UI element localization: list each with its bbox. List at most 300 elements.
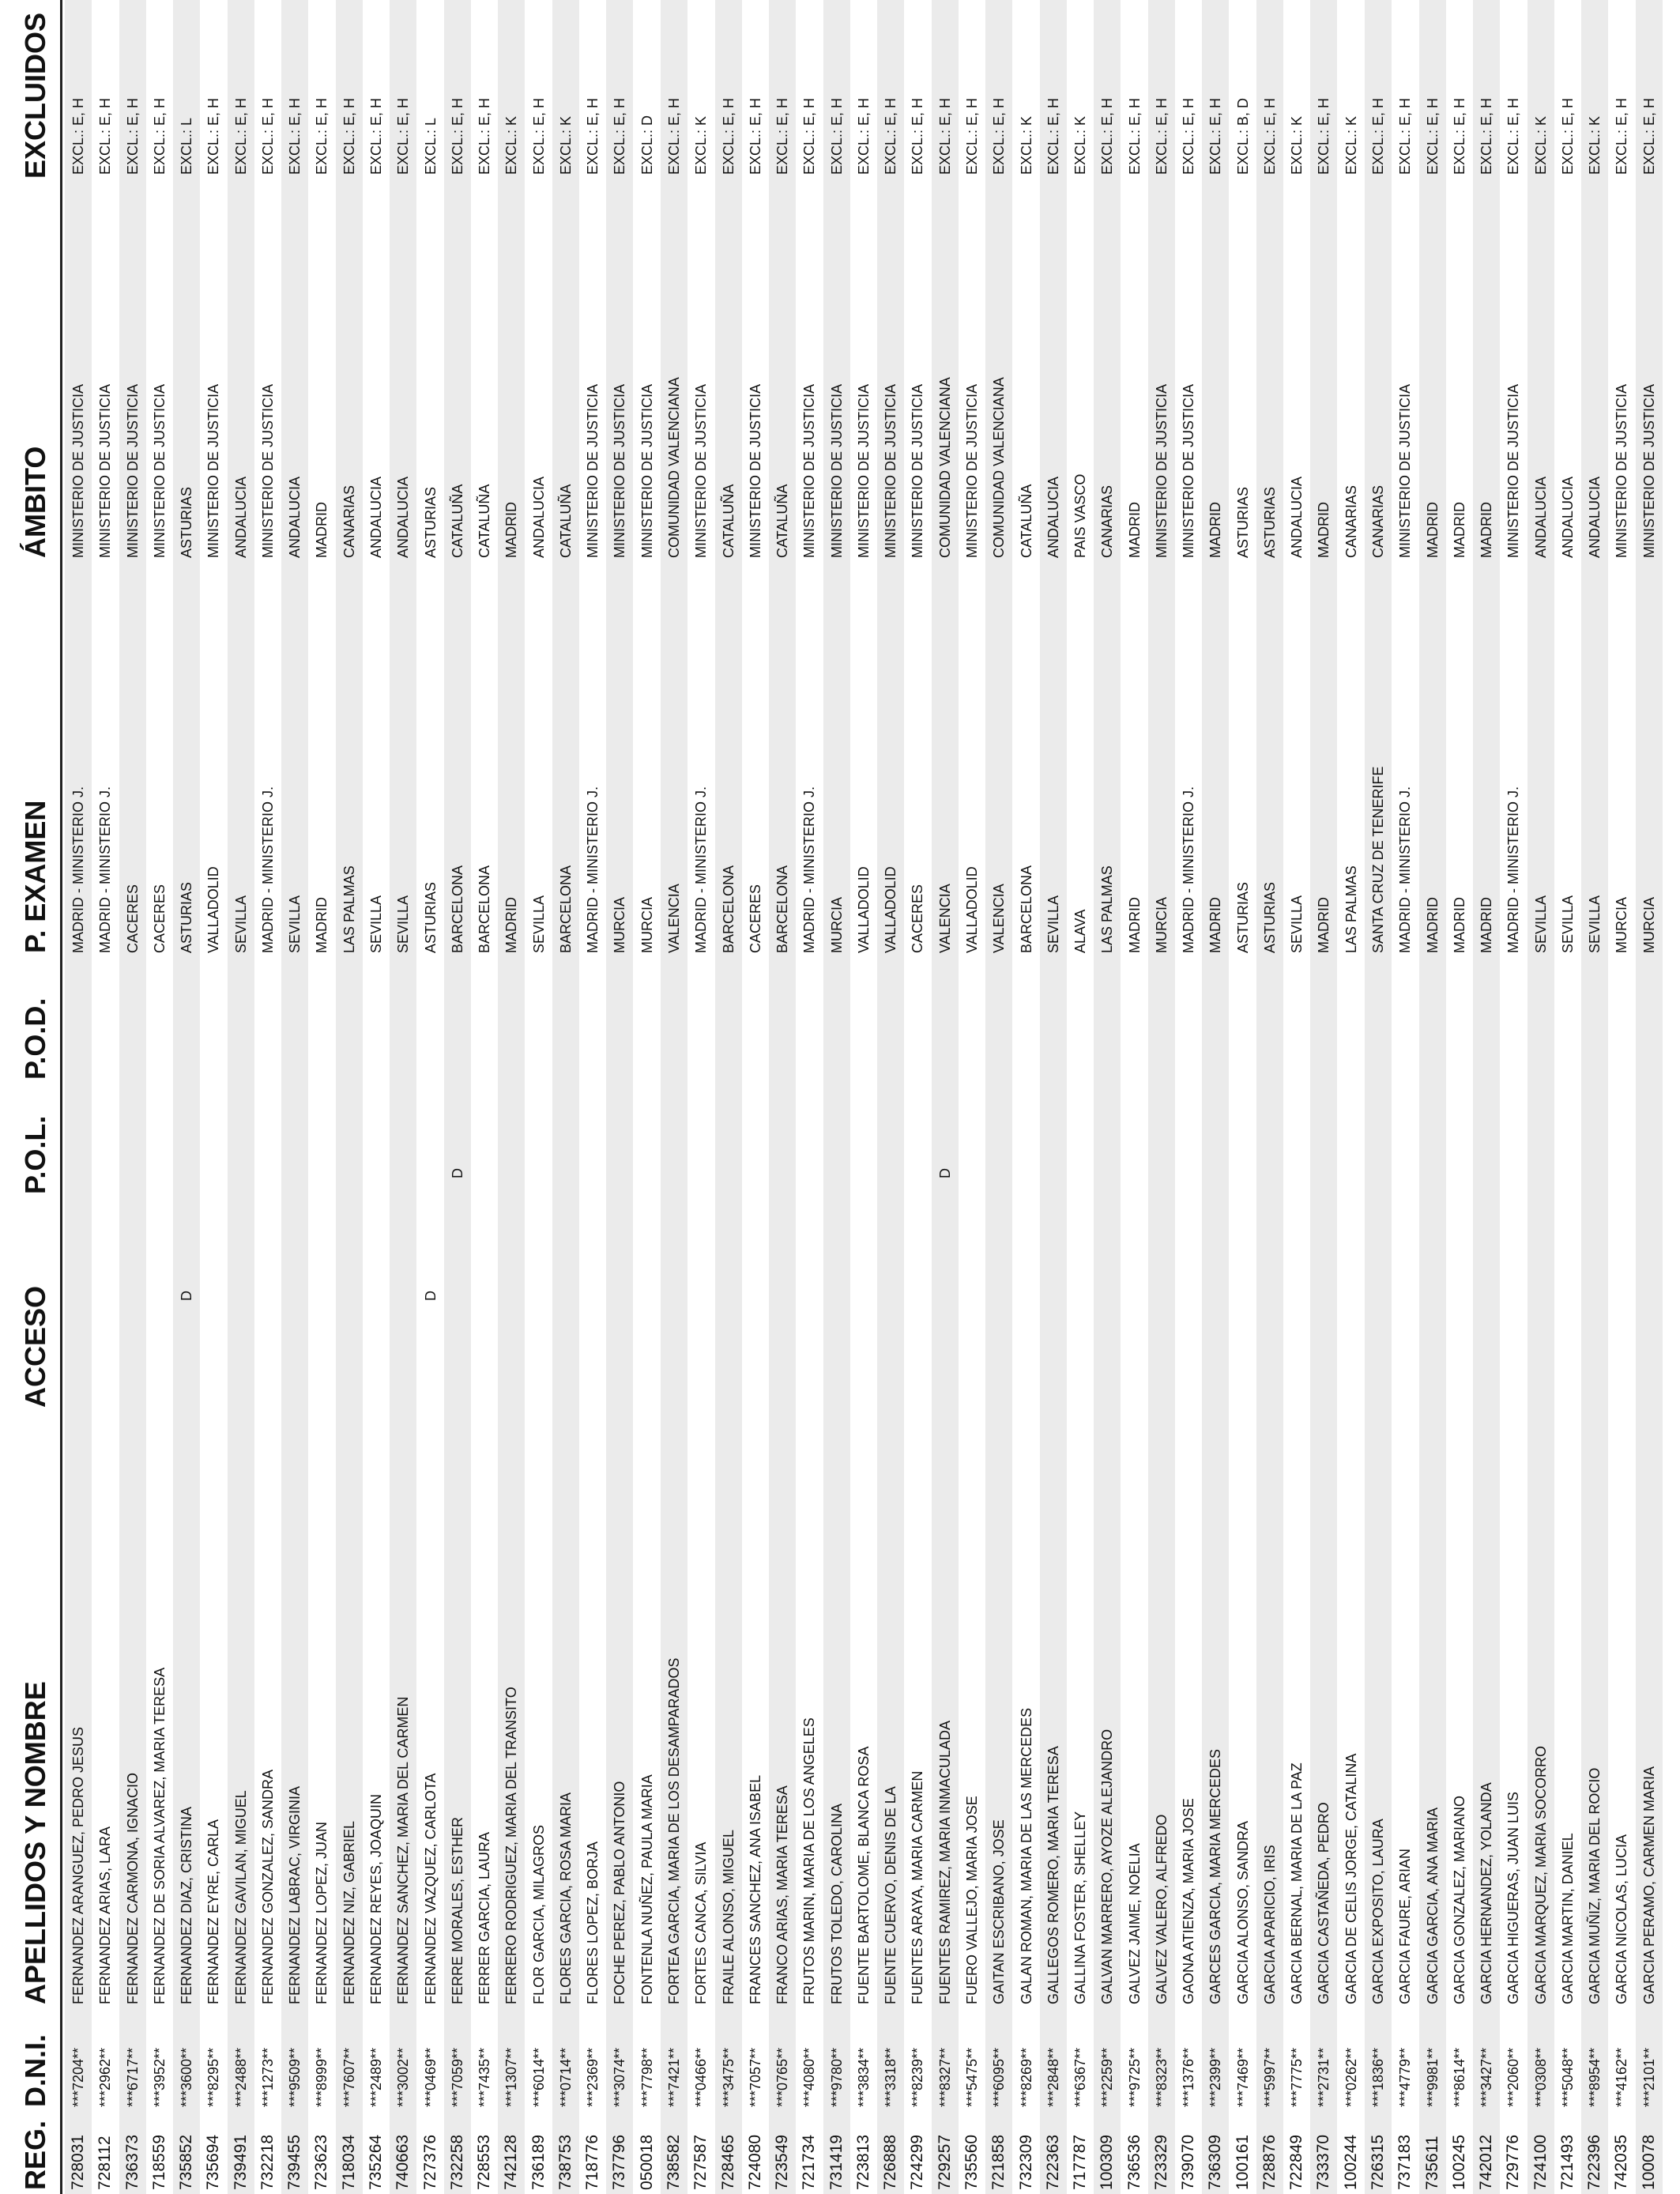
cell-reg: 726888 — [881, 2134, 900, 2190]
cell-ambito: CATALUÑA — [557, 484, 574, 558]
cell-excluidos: EXCL.: E, H — [1559, 97, 1576, 175]
cell-ambito: ANDALUCIA — [368, 476, 384, 558]
cell-pol: D — [449, 1168, 465, 1178]
table-row — [146, 0, 173, 2194]
cell-ambito: CANARIAS — [1099, 484, 1116, 558]
cell-excluidos: EXCL.: E, H — [1261, 97, 1278, 175]
header-pod: P.O.D. — [19, 997, 51, 1080]
cell-examen: BARCELONA — [774, 865, 790, 953]
cell-reg: 727587 — [691, 2134, 710, 2190]
cell-excluidos: EXCL.: E, H — [395, 97, 412, 175]
cell-name: GARCIA MARTIN, DANIEL — [1559, 1833, 1576, 2004]
cell-name: FERNANDEZ CARMONA, IGNACIO — [124, 1772, 141, 2004]
cell-examen: ASTURIAS — [1234, 881, 1251, 953]
cell-excluidos: EXCL.: L — [179, 117, 195, 175]
cell-name: FERNANDEZ NIZ, GABRIEL — [341, 1820, 357, 2004]
cell-excluidos: EXCL.: E, H — [1451, 97, 1467, 175]
cell-name: FERNANDEZ EYRE, CARLA — [205, 1819, 222, 2004]
cell-ambito: CANARIAS — [341, 484, 357, 558]
cell-reg: 721858 — [989, 2134, 1008, 2190]
cell-excluidos: EXCL.: K — [1018, 115, 1034, 175]
cell-excluidos: EXCL.: E, H — [1505, 97, 1522, 175]
cell-reg: 717787 — [1071, 2134, 1089, 2190]
cell-dni: ***7469** — [1234, 2047, 1251, 2107]
cell-dni: ***8269** — [1018, 2047, 1034, 2107]
cell-name: GARCIA NICOLAS, LUCIA — [1614, 1834, 1630, 2004]
cell-reg: 722396 — [1585, 2134, 1604, 2190]
cell-examen: MURCIA — [638, 897, 655, 953]
cell-excluidos: EXCL.: E, H — [314, 97, 330, 175]
cell-name: FLORES GARCIA, ROSA MARIA — [557, 1792, 574, 2004]
cell-dni: ***6014** — [530, 2047, 547, 2107]
cell-ambito: MINISTERIO DE JUSTICIA — [693, 383, 710, 558]
header-pol: P.O.L. — [19, 1115, 51, 1194]
cell-excluidos: EXCL.: K — [557, 115, 574, 175]
table-row — [606, 0, 633, 2194]
cell-examen: LAS PALMAS — [1099, 865, 1116, 953]
cell-examen: MADRID - MINISTERIO J. — [1181, 786, 1197, 953]
cell-dni: ***6717** — [124, 2047, 141, 2107]
cell-examen: MADRID - MINISTERIO J. — [259, 786, 276, 953]
table-row — [1554, 0, 1581, 2194]
table-row — [742, 0, 769, 2194]
cell-ambito: MADRID — [1451, 502, 1467, 558]
cell-name: GALVAN MARRERO, AYOZE ALEJANDRO — [1099, 1728, 1116, 2004]
cell-reg: 738753 — [556, 2134, 574, 2190]
cell-dni: ***3318** — [883, 2047, 899, 2107]
cell-excluidos: EXCL.: E, H — [1181, 97, 1197, 175]
cell-reg: 724299 — [908, 2134, 927, 2190]
table-row — [1446, 0, 1473, 2194]
cell-reg: 742012 — [1477, 2134, 1495, 2190]
table-row — [1040, 0, 1067, 2194]
cell-name: GALVEZ VALERO, ALFREDO — [1153, 1814, 1170, 2004]
cell-reg: 718776 — [583, 2134, 602, 2190]
cell-excluidos: EXCL.: E, H — [612, 97, 628, 175]
cell-name: GARCIA FAURE, ARIAN — [1397, 1848, 1414, 2004]
cell-examen: MADRID — [1478, 897, 1494, 953]
cell-excluidos: EXCL.: B, D — [1234, 97, 1251, 175]
cell-dni: ***8323** — [1153, 2047, 1170, 2107]
header-name: APELLIDOS Y NOMBRE — [19, 1681, 51, 2004]
table-row — [552, 0, 579, 2194]
cell-excluidos: EXCL.: E, H — [1153, 97, 1170, 175]
table-row — [769, 0, 796, 2194]
cell-excluidos: EXCL.: E, H — [124, 97, 141, 175]
cell-reg: 724080 — [745, 2134, 764, 2190]
cell-ambito: ASTURIAS — [422, 486, 439, 558]
cell-ambito: MINISTERIO DE JUSTICIA — [1397, 383, 1414, 558]
cell-name: FERNANDEZ DIAZ, CRISTINA — [179, 1806, 195, 2004]
cell-dni: ***7204** — [70, 2047, 86, 2107]
cell-name: FUENTE BARTOLOME, BLANCA ROSA — [855, 1746, 872, 2004]
cell-reg: 726315 — [1369, 2134, 1387, 2190]
cell-ambito: CANARIAS — [1370, 484, 1386, 558]
cell-excluidos: EXCL.: E, H — [801, 97, 818, 175]
table-row — [1338, 0, 1365, 2194]
cell-name: FERNANDEZ GAVILAN, MIGUEL — [232, 1790, 249, 2004]
cell-ambito: ANDALUCIA — [232, 476, 249, 558]
cell-examen: MURCIA — [1153, 897, 1170, 953]
cell-ambito: MINISTERIO DE JUSTICIA — [883, 383, 899, 558]
cell-excluidos: EXCL.: E, H — [287, 97, 303, 175]
cell-dni: ***2101** — [1640, 2047, 1657, 2107]
table-row — [687, 0, 714, 2194]
cell-reg: 723549 — [773, 2134, 791, 2190]
cell-ambito: MADRID — [1316, 502, 1332, 558]
table-row — [796, 0, 823, 2194]
cell-dni: ***0466** — [693, 2047, 710, 2107]
cell-reg: 724100 — [1531, 2134, 1550, 2190]
table-row — [1230, 0, 1256, 2194]
cell-examen: ALAVA — [1072, 909, 1088, 953]
cell-examen: SEVILLA — [1587, 895, 1603, 953]
table-row — [390, 0, 416, 2194]
cell-excluidos: EXCL.: K — [1072, 115, 1088, 175]
cell-excluidos: EXCL.: E, H — [665, 97, 682, 175]
cell-examen: MADRID - MINISTERIO J. — [70, 786, 86, 953]
cell-dni: ***7059** — [449, 2047, 465, 2107]
cell-excluidos: EXCL.: E, H — [1424, 97, 1441, 175]
cell-excluidos: EXCL.: K — [1532, 115, 1549, 175]
cell-ambito: MINISTERIO DE JUSTICIA — [612, 383, 628, 558]
cell-ambito: MINISTERIO DE JUSTICIA — [585, 383, 601, 558]
cell-name: GARCIA HERNANDEZ, YOLANDA — [1478, 1782, 1494, 2004]
cell-name: FERNANDEZ ARANGUEZ, PEDRO JESUS — [70, 1726, 86, 2004]
cell-dni: ***8614** — [1451, 2047, 1467, 2107]
header-reg: REG. — [19, 2120, 51, 2190]
cell-ambito: MINISTERIO DE JUSTICIA — [1153, 383, 1170, 558]
cell-excluidos: EXCL.: E, H — [477, 97, 493, 175]
cell-excluidos: EXCL.: E, H — [936, 97, 953, 175]
cell-dni: ***3427** — [1478, 2047, 1494, 2107]
table-row — [173, 0, 200, 2194]
cell-examen: CACERES — [124, 884, 141, 953]
cell-examen: BARCELONA — [1018, 865, 1034, 953]
cell-excluidos: EXCL.: E, H — [341, 97, 357, 175]
cell-dni: ***3600** — [179, 2047, 195, 2107]
cell-examen: ASTURIAS — [422, 881, 439, 953]
cell-excluidos: EXCL.: E, H — [1614, 97, 1630, 175]
cell-excluidos: EXCL.: E, H — [828, 97, 845, 175]
cell-dni: ***6367** — [1072, 2047, 1088, 2107]
cell-ambito: MADRID — [1126, 502, 1143, 558]
cell-reg: 728031 — [69, 2134, 87, 2190]
cell-name: FORTES CANCA, SILVIA — [693, 1842, 710, 2004]
cell-examen: SEVILLA — [1559, 895, 1576, 953]
cell-name: FUENTES ARAYA, MARIA CARMEN — [910, 1770, 926, 2004]
cell-reg: 100309 — [1098, 2134, 1117, 2190]
cell-ambito: CATALUÑA — [774, 484, 790, 558]
cell-dni: ***5475** — [963, 2047, 980, 2107]
cell-ambito: ASTURIAS — [1261, 486, 1278, 558]
cell-dni: ***2489** — [368, 2047, 384, 2107]
cell-examen: MURCIA — [612, 897, 628, 953]
cell-reg: 736373 — [122, 2134, 141, 2190]
cell-examen: BARCELONA — [477, 865, 493, 953]
table-row — [1500, 0, 1527, 2194]
cell-dni: ***1376** — [1181, 2047, 1197, 2107]
cell-dni: ***3475** — [720, 2047, 736, 2107]
table-row — [92, 0, 119, 2194]
cell-ambito: CANARIAS — [1343, 484, 1359, 558]
cell-ambito: MINISTERIO DE JUSTICIA — [70, 383, 86, 558]
cell-ambito: MINISTERIO DE JUSTICIA — [151, 383, 168, 558]
cell-name: FUENTES RAMIREZ, MARIA INMACULADA — [936, 1720, 953, 2004]
cell-ambito: CATALUÑA — [1018, 484, 1034, 558]
cell-ambito: MINISTERIO DE JUSTICIA — [97, 383, 114, 558]
cell-examen: MADRID — [1424, 897, 1441, 953]
cell-dni: ***8239** — [910, 2047, 926, 2107]
cell-name: FLORES LOPEZ, BORJA — [585, 1841, 601, 2004]
cell-ambito: ANDALUCIA — [1532, 476, 1549, 558]
table-row — [634, 0, 661, 2194]
table-row — [1608, 0, 1635, 2194]
cell-reg: 723813 — [853, 2134, 872, 2190]
cell-reg: 732309 — [1016, 2134, 1035, 2190]
header-rule — [60, 0, 62, 2194]
cell-dni: ***7421** — [665, 2047, 682, 2107]
table-row — [661, 0, 687, 2194]
cell-dni: ***8954** — [1587, 2047, 1603, 2107]
cell-reg: 728465 — [718, 2134, 737, 2190]
table-row — [1310, 0, 1337, 2194]
cell-excluidos: EXCL.: E, H — [368, 97, 384, 175]
cell-examen: MURCIA — [1640, 897, 1657, 953]
header-examen: P. EXAMEN — [19, 800, 51, 953]
cell-name: FOCHE PEREZ, PABLO ANTONIO — [612, 1781, 628, 2004]
cell-excluidos: EXCL.: E, H — [855, 97, 872, 175]
cell-reg: 736189 — [529, 2134, 548, 2190]
table-row — [1148, 0, 1175, 2194]
cell-ambito: ANDALUCIA — [1587, 476, 1603, 558]
cell-name: GAITAN ESCRIBANO, JOSE — [991, 1819, 1008, 2004]
cell-name: GARCIA DE CELIS JORGE, CATALINA — [1343, 1753, 1359, 2004]
cell-dni: ***1273** — [259, 2047, 276, 2107]
cell-examen: MADRID - MINISTERIO J. — [97, 786, 114, 953]
cell-examen: CACERES — [151, 884, 168, 953]
cell-examen: VALLADOLID — [963, 866, 980, 953]
cell-reg: 740663 — [394, 2134, 412, 2190]
cell-reg: 729776 — [1504, 2134, 1523, 2190]
cell-excluidos: EXCL.: K — [1289, 115, 1305, 175]
cell-examen: CACERES — [747, 884, 763, 953]
cell-dni: ***2060** — [1505, 2047, 1522, 2107]
cell-examen: SEVILLA — [530, 895, 547, 953]
cell-name: GARCIA EXPOSITO, LAURA — [1370, 1819, 1386, 2004]
table-row — [336, 0, 363, 2194]
cell-dni: ***2488** — [232, 2047, 249, 2107]
cell-name: GARCIA MUÑIZ, MARIA DEL ROCIO — [1587, 1767, 1603, 2004]
cell-examen: SEVILLA — [368, 895, 384, 953]
cell-name: FONTENLA NUÑEZ, PAULA MARIA — [638, 1774, 655, 2004]
cell-ambito: ASTURIAS — [179, 486, 195, 558]
cell-reg: 739491 — [231, 2134, 250, 2190]
header-excluidos: EXCLUIDOS — [19, 12, 51, 179]
cell-dni: ***4162** — [1614, 2047, 1630, 2107]
table-row — [1256, 0, 1283, 2194]
cell-ambito: MINISTERIO DE JUSTICIA — [1614, 383, 1630, 558]
table-row — [932, 0, 959, 2194]
cell-dni: ***9981** — [1424, 2047, 1441, 2107]
cell-excluidos: EXCL.: E, H — [70, 97, 86, 175]
cell-ambito: COMUNIDAD VALENCIANA — [665, 377, 682, 558]
cell-dni: ***4779** — [1397, 2047, 1414, 2107]
cell-excluidos: EXCL.: E, H — [1126, 97, 1143, 175]
cell-excluidos: EXCL.: E, H — [963, 97, 980, 175]
cell-name: GALVEZ JAIME, NOELIA — [1126, 1843, 1143, 2004]
cell-examen: SANTA CRUZ DE TENERIFE — [1370, 766, 1386, 953]
cell-reg: 742035 — [1612, 2134, 1631, 2190]
table-row — [877, 0, 904, 2194]
table-row — [959, 0, 985, 2194]
cell-ambito: CATALUÑA — [477, 484, 493, 558]
cell-examen: MADRID — [1316, 897, 1332, 953]
cell-excluidos: EXCL.: E, H — [585, 97, 601, 175]
cell-dni: ***3002** — [395, 2047, 412, 2107]
cell-reg: 736536 — [1124, 2134, 1143, 2190]
header-acceso: ACCESO — [19, 1285, 51, 1408]
cell-reg: 100244 — [1341, 2134, 1360, 2190]
cell-name: FUERO VALLEJO, MARIA JOSE — [963, 1796, 980, 2004]
header-ambito: ÁMBITO — [19, 446, 51, 558]
cell-dni: ***6095** — [991, 2047, 1008, 2107]
cell-reg: 742128 — [502, 2134, 521, 2190]
cell-examen: MADRID — [314, 897, 330, 953]
cell-reg: 728553 — [475, 2134, 494, 2190]
cell-reg: 739455 — [285, 2134, 304, 2190]
table-row — [65, 0, 92, 2194]
cell-dni: ***8999** — [314, 2047, 330, 2107]
table-row — [200, 0, 227, 2194]
table-row — [363, 0, 390, 2194]
cell-reg: 732218 — [258, 2134, 277, 2190]
cell-reg: 736309 — [1206, 2134, 1225, 2190]
table-row — [1175, 0, 1202, 2194]
cell-dni: ***3074** — [612, 2047, 628, 2107]
cell-reg: 723329 — [1151, 2134, 1170, 2190]
cell-acceso: D — [179, 1291, 195, 1301]
cell-reg: 718559 — [149, 2134, 168, 2190]
cell-ambito: ANDALUCIA — [1289, 476, 1305, 558]
cell-excluidos: EXCL.: E, H — [97, 97, 114, 175]
cell-dni: ***0469** — [422, 2047, 439, 2107]
cell-excluidos: EXCL.: E, H — [1099, 97, 1116, 175]
cell-excluidos: EXCL.: E, H — [720, 97, 736, 175]
table-row — [1067, 0, 1094, 2194]
cell-ambito: CATALUÑA — [720, 484, 736, 558]
cell-name: FERNANDEZ LOPEZ, JUAN — [314, 1821, 330, 2004]
table-row — [904, 0, 931, 2194]
cell-name: FERNANDEZ REYES, JOAQUIN — [368, 1793, 384, 2004]
cell-name: FERRER GARCIA, LAURA — [477, 1831, 493, 2004]
cell-ambito: MINISTERIO DE JUSTICIA — [747, 383, 763, 558]
cell-examen: MADRID - MINISTERIO J. — [1505, 786, 1522, 953]
cell-ambito: ANDALUCIA — [530, 476, 547, 558]
cell-excluidos: EXCL.: K — [1343, 115, 1359, 175]
cell-acceso: D — [422, 1291, 439, 1301]
cell-excluidos: EXCL.: E, H — [910, 97, 926, 175]
cell-ambito: MINISTERIO DE JUSTICIA — [828, 383, 845, 558]
cell-name: GARCIA GARCIA, ANA MARIA — [1424, 1807, 1441, 2004]
cell-reg: 735852 — [177, 2134, 196, 2190]
cell-examen: MADRID — [503, 897, 520, 953]
cell-examen: SEVILLA — [232, 895, 249, 953]
cell-dni: ***8295** — [205, 2047, 222, 2107]
cell-examen: MURCIA — [828, 897, 845, 953]
cell-reg: 727376 — [420, 2134, 439, 2190]
cell-name: FRANCO ARIAS, MARIA TERESA — [774, 1785, 790, 2004]
cell-dni: ***5048** — [1559, 2047, 1576, 2107]
cell-examen: MADRID — [1207, 897, 1224, 953]
cell-name: FRUTOS TOLEDO, CAROLINA — [828, 1803, 845, 2004]
cell-reg: 735264 — [367, 2134, 385, 2190]
cell-name: GARCIA GONZALEZ, MARIANO — [1451, 1795, 1467, 2004]
cell-excluidos: EXCL.: E, H — [1478, 97, 1494, 175]
cell-dni: ***9509** — [287, 2047, 303, 2107]
cell-reg: 735694 — [204, 2134, 223, 2190]
cell-examen: BARCELONA — [449, 865, 465, 953]
cell-name: GARCIA APARICIO, IRIS — [1261, 1845, 1278, 2004]
cell-dni: ***0765** — [774, 2047, 790, 2107]
cell-reg: 733370 — [1314, 2134, 1333, 2190]
cell-reg: 100245 — [1449, 2134, 1468, 2190]
cell-ambito: MINISTERIO DE JUSTICIA — [963, 383, 980, 558]
cell-reg: 735611 — [1422, 2136, 1441, 2190]
cell-excluidos: EXCL.: K — [1587, 115, 1603, 175]
cell-name: FERNANDEZ GONZALEZ, SANDRA — [259, 1769, 276, 2004]
cell-ambito: MINISTERIO DE JUSTICIA — [1181, 383, 1197, 558]
cell-ambito: ANDALUCIA — [1559, 476, 1576, 558]
cell-name: FERRE MORALES, ESTHER — [449, 1816, 465, 2004]
cell-ambito: MINISTERIO DE JUSTICIA — [855, 383, 872, 558]
cell-excluidos: EXCL.: E, H — [883, 97, 899, 175]
cell-name: GARCIA PERAMO, CARMEN MARIA — [1640, 1766, 1657, 2004]
table-row — [1202, 0, 1229, 2194]
cell-name: GALLINA FOSTER, SHELLEY — [1072, 1811, 1088, 2004]
cell-dni: ***7057** — [747, 2047, 763, 2107]
table-row — [1094, 0, 1121, 2194]
table-row — [417, 0, 444, 2194]
cell-excluidos: EXCL.: E, H — [205, 97, 222, 175]
cell-excluidos: EXCL.: E, H — [747, 97, 763, 175]
cell-excluidos: EXCL.: E, H — [151, 97, 168, 175]
cell-examen: MADRID — [1451, 897, 1467, 953]
table-row — [228, 0, 254, 2194]
table-row — [579, 0, 606, 2194]
cell-examen: MADRID - MINISTERIO J. — [585, 786, 601, 953]
table-row — [471, 0, 498, 2194]
cell-examen: SEVILLA — [395, 895, 412, 953]
cell-dni: ***7775** — [1289, 2047, 1305, 2107]
cell-excluidos: EXCL.: D — [638, 115, 655, 175]
cell-excluidos: EXCL.: E, H — [991, 97, 1008, 175]
table-row — [498, 0, 525, 2194]
table-row — [1419, 0, 1446, 2194]
cell-dni: ***0308** — [1532, 2047, 1549, 2107]
cell-reg: 721493 — [1558, 2134, 1576, 2190]
cell-dni: ***1836** — [1370, 2047, 1386, 2107]
cell-name: GARCIA HIGUERAS, JUAN LUIS — [1505, 1791, 1522, 2004]
cell-name: FLOR GARCIA, MILAGROS — [530, 1824, 547, 2004]
cell-examen: MADRID - MINISTERIO J. — [693, 786, 710, 953]
cell-excluidos: EXCL.: E, H — [232, 97, 249, 175]
cell-ambito: MINISTERIO DE JUSTICIA — [205, 383, 222, 558]
cell-examen: BARCELONA — [720, 865, 736, 953]
cell-dni: ***7798** — [638, 2047, 655, 2107]
cell-name: GALLEGOS ROMERO, MARIA TERESA — [1045, 1746, 1061, 2004]
cell-name: GARCIA BERNAL, MARIA DE LA PAZ — [1289, 1762, 1305, 2004]
